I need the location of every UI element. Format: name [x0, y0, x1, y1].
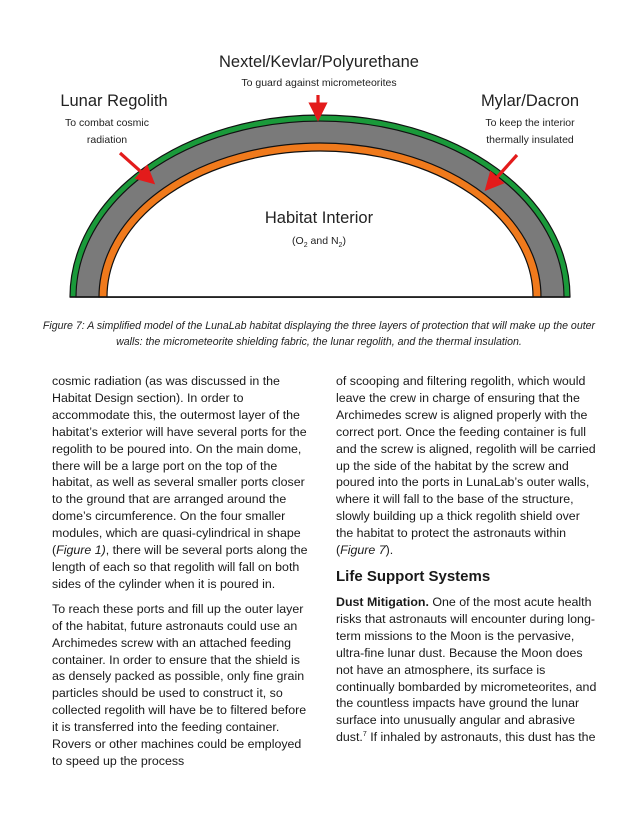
- habitat-dome-diagram: [0, 0, 638, 310]
- paragraph-lead: Dust Mitigation.: [336, 594, 429, 609]
- regolith-sublabel-line1: To combat cosmic: [64, 117, 150, 129]
- habitat-layers-figure: [0, 0, 638, 310]
- figure-reference: Figure 7: [340, 543, 386, 558]
- regolith-label: Lunar Regolith: [60, 92, 168, 110]
- arrow-regolith: [120, 153, 148, 178]
- figure-caption: Figure 7: A simplified model of the LunaLab habitat displaying the three layers of protection that will make up the outer walls: the micrometeorite shielding fabric, the lunar regolith, and the thermal insulation.: [42, 320, 596, 348]
- right-paragraph-2: Dust Mitigation. One of the most acute health risks that astronauts will encounter during long-term missions to the Moon is the pervasive, ultra-fine lunar dust. Because the Moon does not have an atmosphere, its surface is continually bombarded by micrometeorites, and the countless impacts have ground the lunar surface into unusually angular and abrasive dust.$^7$ If inhaled by astronauts, this dust has the: [336, 594, 597, 745]
- mylar-sublabel-line1: To keep the interior: [485, 117, 575, 129]
- right-paragraph-1: of scooping and filtering regolith, which would leave the crew in charge of ensuring that the Archimedes screw is aligned properly with the correct port. Once the feeding container is full and the screw is aligned, regolith will be carried up the side of the habitat by the screw and poured into the ports in LunaLab’s outer walls, where it will fall to the base of the structure, slowly building up a thick regolith shield over the habitat to protect the astronauts within (Figure 7).: [336, 374, 596, 558]
- mylar-sublabel-line2: thermally insulated: [486, 134, 574, 146]
- left-column: [52, 373, 314, 778]
- footnote-marker: 7: [362, 731, 367, 739]
- mylar-label: Mylar/Dacron: [480, 92, 580, 110]
- left-paragraph-2: To reach these ports and fill up the outer layer of the habitat, future astronauts could use an Archimedes screw with an attached feeding container. In order to ensure that the shield is as densely packed as possible, only fine grain particles should be used to construct it, so collected regolith will have be to filtered before it is transferred into the feeding container. Rovers or other machines could be employed to speed up the process: [52, 601, 307, 768]
- section-heading: Life Support Systems: [336, 567, 491, 585]
- interior-sublabel: ($O_2$ and $N_2$): [292, 235, 346, 250]
- nextel-sublabel: To guard against micrometeorites: [241, 77, 397, 89]
- left-paragraph-1: cosmic radiation (as was discussed in the Habitat Design section). In order to accommodate this, the outermost layer of the habitat’s exterior will have several ports for the regolith to be poured into. On the main dome, there will be a large port on the top of the habitat, as well as several smaller ports closer to the ground that are arranged around the dome’s circumference. On the four smaller modules, which are quasi-cylindrical in shape (Figure 1), there will be several ports along the length of each so that regolith will fall on both sides of the cylinder when it is poured in.: [52, 374, 308, 591]
- interior-label: Habitat Interior: [264, 209, 374, 227]
- figure-reference: Figure 1): [56, 543, 106, 558]
- right-column: [336, 373, 598, 754]
- regolith-sublabel-line2: radiation: [86, 134, 128, 146]
- nextel-label: Nextel/Kevlar/Polyurethane: [219, 53, 419, 71]
